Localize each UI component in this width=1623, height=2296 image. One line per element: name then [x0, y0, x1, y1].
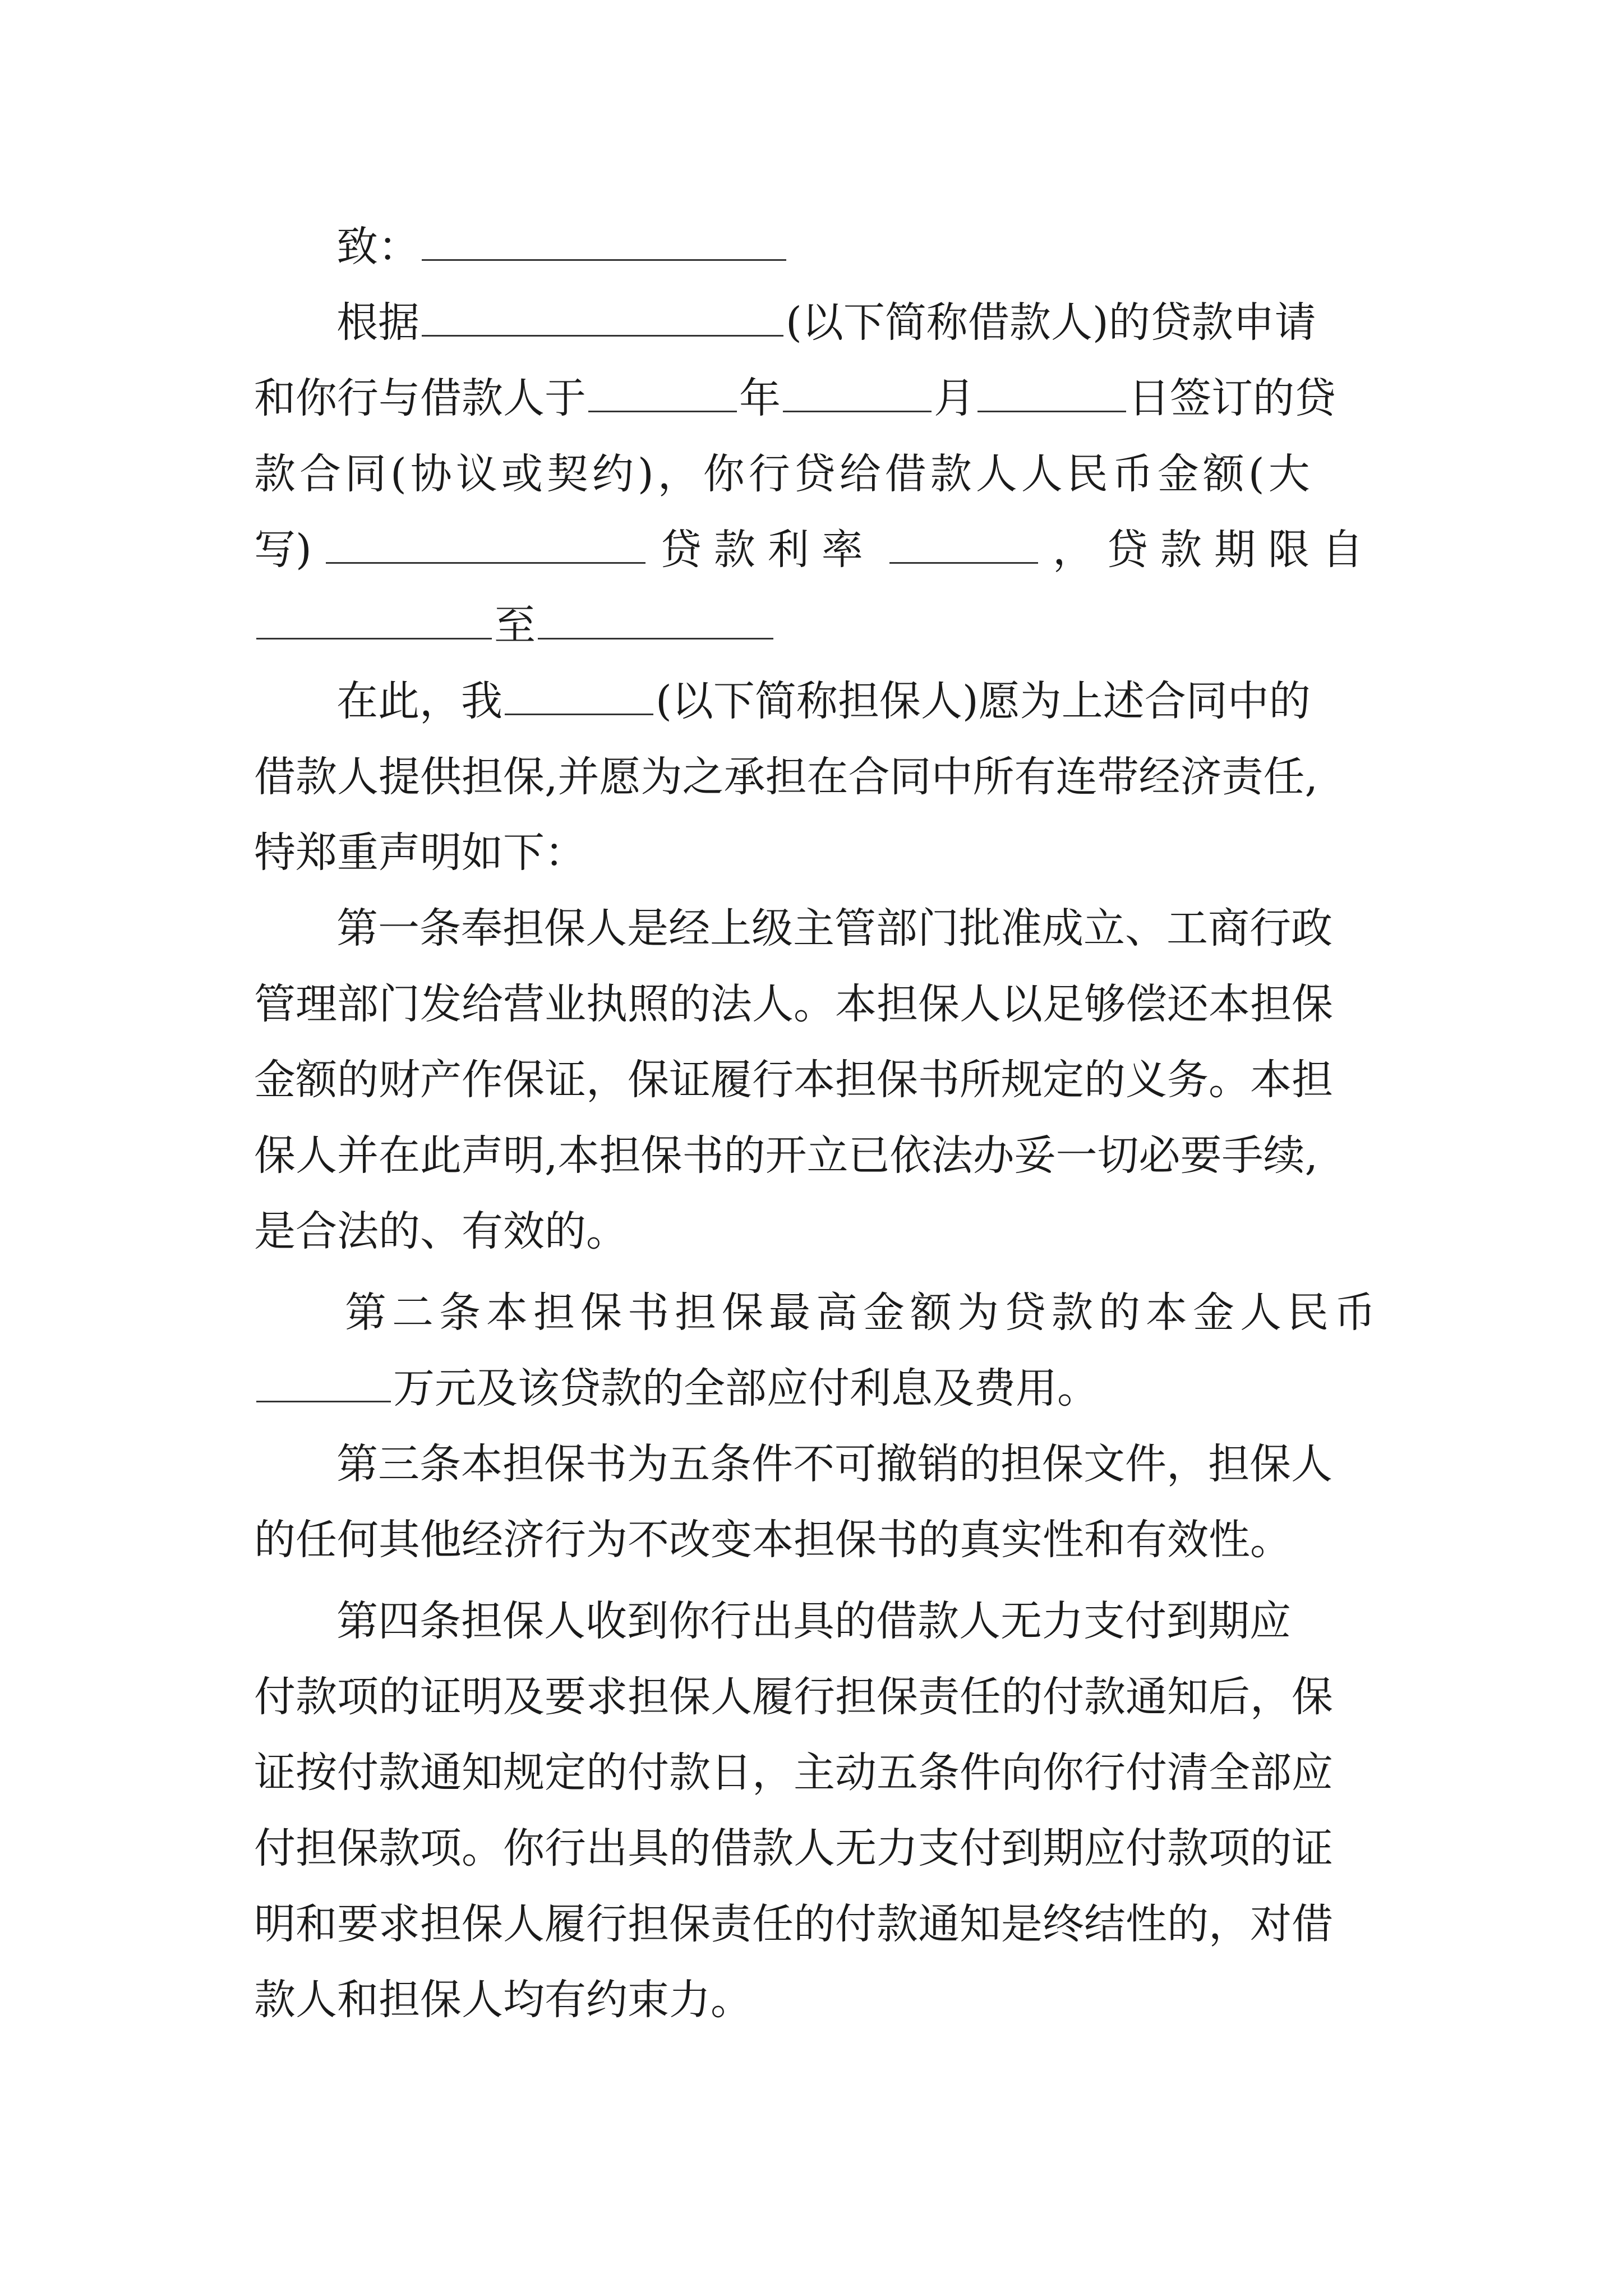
a1-line-1 [336, 898, 1458, 959]
a4-text: 付担保款项。你行出具的借款人无力支付到期应付款项的证 [254, 1824, 1333, 1872]
p1-text: 贷款利率 [660, 526, 875, 574]
p1-line-4 [254, 519, 1376, 581]
a2-line-1 [345, 1282, 1467, 1343]
rate-blank [889, 527, 1038, 564]
guarantor-blank [505, 679, 653, 715]
p2-text: 在此，我 [336, 677, 502, 725]
a1-text: 是合法的、有效的。 [254, 1207, 628, 1255]
a2-line-2 [254, 1358, 1376, 1419]
p1-text: (以下简称借款人)的贷款申请 [786, 298, 1316, 347]
a1-text: 金额的财产作保证，保证履行本担保书所规定的义务。本担 [254, 1056, 1333, 1104]
p1-text: 月 [934, 374, 975, 422]
a4-line-5 [254, 1893, 1376, 1955]
p2-text: 特郑重声明如下： [254, 829, 586, 877]
a4-text: 付款项的证明及要求担保人履行担保责任的付款通知后，保 [254, 1673, 1333, 1721]
a1-line-5 [254, 1200, 1376, 1262]
p1-text: 日签订的贷 [1128, 374, 1336, 422]
p2-text: 借款人提供担保,并愿为之承担在合同中所有连带经济责任, [254, 753, 1318, 801]
a4-line-3 [254, 1742, 1376, 1803]
a4-text: 第四条担保人收到你行出具的借款人无力支付到期应 [336, 1597, 1291, 1645]
a1-line-2 [254, 973, 1376, 1035]
amount-blank [326, 527, 645, 564]
a4-text: 证按付款通知规定的付款日，主动五条件向你行付清全部应 [254, 1749, 1333, 1797]
p2-text: (以下简称担保人)愿为上述合同中的 [656, 677, 1311, 725]
a3-text: 的任何其他经济行为不改变本担保书的真实性和有效性。 [254, 1516, 1292, 1564]
p1-text: 年 [739, 374, 781, 422]
a4-line-2 [254, 1666, 1376, 1728]
year-blank [588, 376, 737, 412]
term-end-blank [538, 603, 773, 639]
a3-line-1 [336, 1433, 1458, 1495]
a2-text: 第二条本担保书担保最高金额为贷款的本金人民币 [345, 1289, 1381, 1337]
p1-line-2 [254, 367, 1376, 429]
a1-line-4 [254, 1125, 1376, 1186]
a2-text: 万元及该贷款的全部应付利息及费用。 [393, 1364, 1099, 1412]
a3-text: 第三条本担保书为五条件不可撤销的担保文件，担保人 [336, 1440, 1332, 1488]
p1-line-3 [254, 443, 1376, 505]
p1-text: 和你行与借款人于 [254, 374, 586, 422]
a1-line-3 [254, 1049, 1376, 1111]
a3-line-2 [254, 1509, 1376, 1571]
term-start-blank [256, 603, 492, 639]
salutation-label: 致： [336, 223, 419, 271]
p1-line-5 [254, 595, 1376, 656]
a4-line-1 [336, 1590, 1458, 1652]
p1-text: 至 [494, 601, 536, 650]
p1-line-1 [336, 292, 1377, 353]
a4-line-6 [254, 1969, 1376, 2031]
day-blank [978, 376, 1126, 412]
a4-line-4 [254, 1818, 1376, 1879]
month-blank [783, 376, 932, 412]
recipient-blank [422, 224, 786, 261]
p1-text: 写) [254, 526, 312, 574]
a1-text: 第一条奉担保人是经上级主管部门批准成立、工商行政 [336, 904, 1332, 953]
p1-text: ，贷款期限自 [1053, 526, 1376, 574]
p2-line-2 [254, 746, 1376, 808]
a4-text: 款人和担保人均有约束力。 [254, 1976, 752, 2024]
p1-text: 款合同(协议或契约)，你行贷给借款人人民币金额(大 [254, 450, 1314, 498]
a1-text: 保人并在此声明,本担保书的开立已依法办妥一切必要手续, [254, 1131, 1318, 1180]
p2-line-3 [254, 822, 1376, 884]
p2-line-1 [336, 670, 1377, 732]
a4-text: 明和要求担保人履行担保责任的付款通知是终结性的，对借 [254, 1900, 1333, 1948]
a1-text: 管理部门发给营业执照的法人。本担保人以足够偿还本担保 [254, 980, 1333, 1028]
p1-text: 根据 [336, 298, 419, 347]
salutation-line [336, 216, 1458, 278]
borrower-blank [422, 300, 783, 337]
max-amount-blank [256, 1366, 391, 1402]
